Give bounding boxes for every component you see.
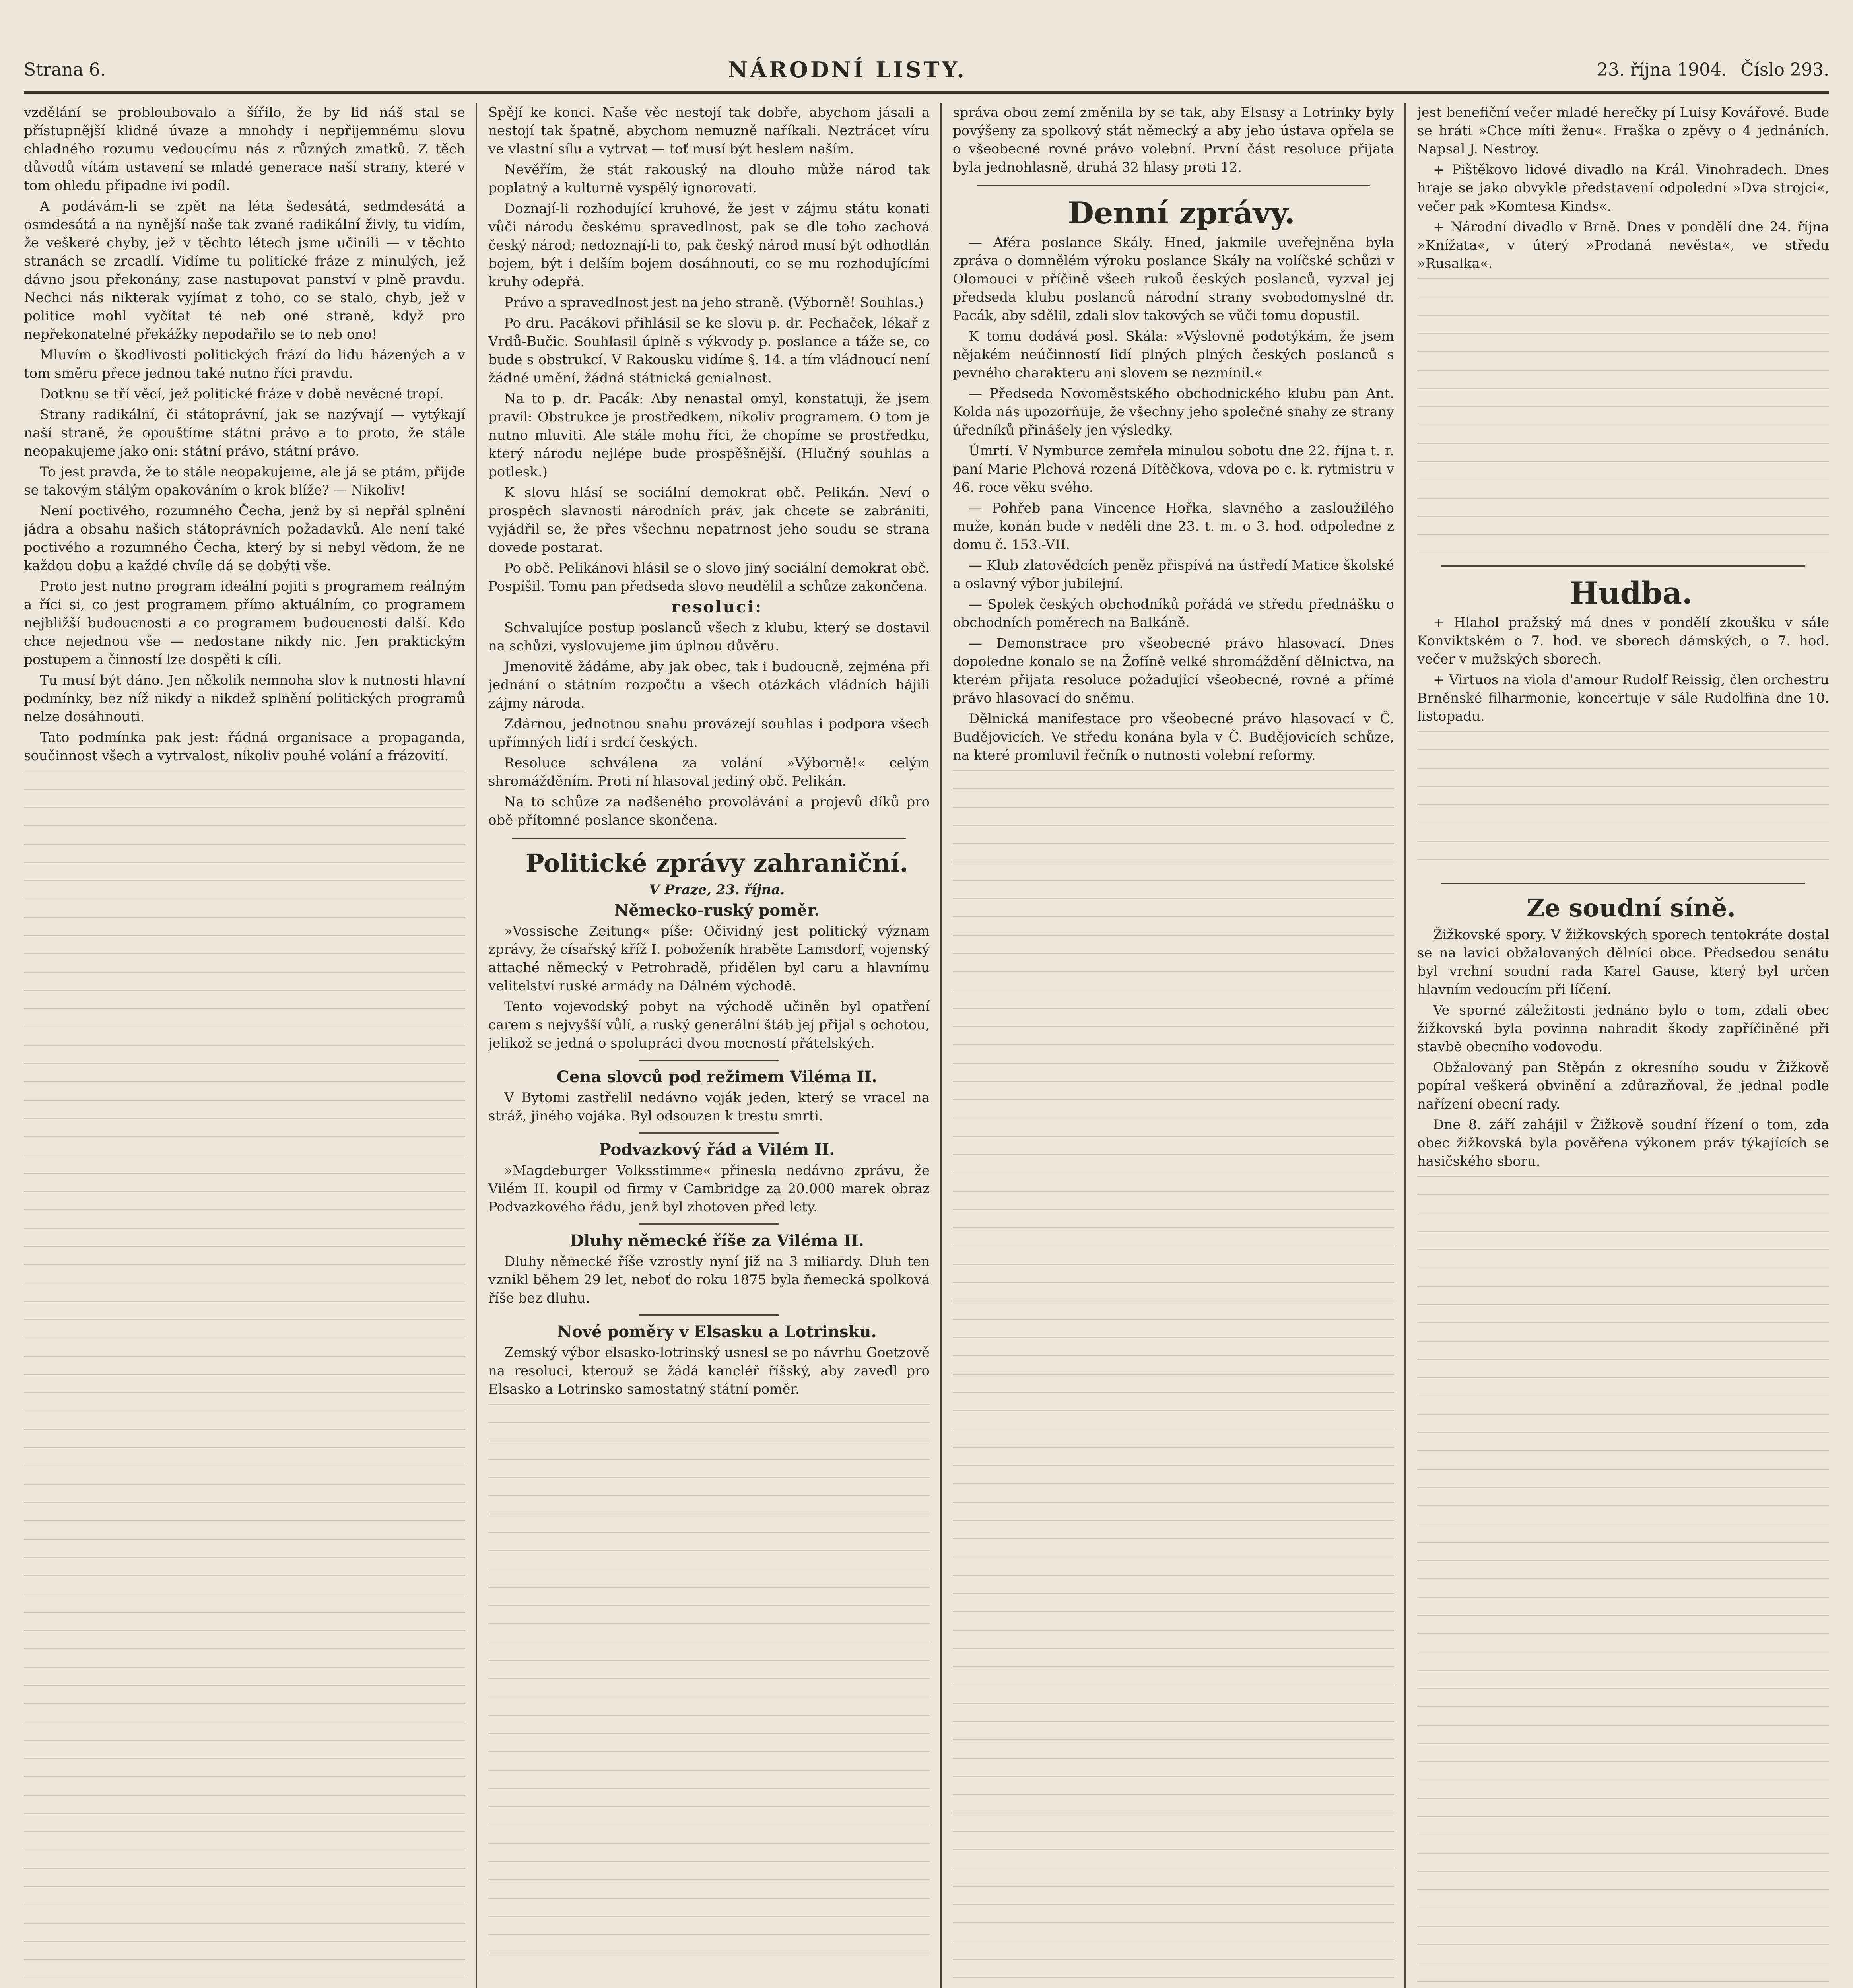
article-paragraph: Mluvím o škodlivosti politických frází do lidu házených a v tom směru přece jednou také nutno říci pravdu. [24,347,465,381]
article-paragraph: Tu musí být dáno. Jen několik nemnoha slov k nutnosti hlavní podmínky, bez níž nikdy a nikdež splnění politických programů nelze dosáhnouti. [24,672,465,725]
date-text: 23. října 1904. [1597,59,1727,80]
article-paragraph: Po obč. Pelikánovi hlásil se o slovo jiný sociální demokrat obč. Pospíšil. Tomu pan předseda slovo neudělil a schůze zakončena. [488,560,930,594]
item-divider [639,1060,779,1061]
news-item: jest benefiční večer mladé herečky pí Luisy Kovářové. Bude se hráti »Chce míti ženu«. Fraška o zpěvy o 4 jednáních. Napsal J. Nestroy. [1417,105,1829,157]
column-4 [1417,103,1829,1988]
news-item: Dělnická manifestace pro všeobecné právo hlasovací v Č. Budějovicích. Ve středu konána byla v Č. Budějovicích schůze, na které promluvil řečník o nutnosti volební reformy. [953,711,1394,763]
masthead-title: NÁRODNÍ LISTY. [728,57,967,82]
article-paragraph: Doznají-li rozhodující kruhové, že jest v zájmu státu konati vůči národu českému spravedlnost, pak se dle toho zachová český národ; nedoznají-li to, pak český národ musí být odhodlán bojem, být i delším bojem dosáhnouti, co se mu rozhodujícími kruhy odepřá. [488,201,930,290]
column-rule [476,103,477,1988]
article-paragraph: Spějí ke konci. Naše věc nestojí tak dobře, abychom jásali a nestojí tak špatně, abychom nemuzně naříkali. Neztrácet víru ve vlastní sílu a vytrvat — toť musí být heslem naším. [488,105,930,157]
news-item: — Klub zlatovědcích peněz přispívá na ústředí Matice školské a oslavný výbor jubilejní. [953,557,1394,592]
news-item: Žižkovské spory. V žižkovských sporech tentokráte dostal se na lavici obžalovaných dělníci obce. Předsedou senátu byl vrchní soudní rada Karel Gause, který byl určen hlavním vedoucím při líčení. [1417,927,1829,998]
article-paragraph: vzdělání se probloubovalo a šířilo, že by lid náš stal se přístupnější klidné úvaze a mnohdy i nepřijemnému slovu chladného rozumu vedoucímu nás z různých zmatků. Z těch důvodů vítám ustavení se mladé generace naší strany, které v tom ohledu připadne ivi podíl. [24,105,465,194]
section-divider [1441,883,1805,884]
article-paragraph: Jmenovitě žádáme, aby jak obec, tak i budoucně, zejména při jednání o státním rozpočtu a všech otázkách vládních hájili zájmy národa. [488,659,930,711]
article-paragraph: To jest pravda, že to stále neopakujeme, ale já se ptám, přijde se takovým stálým opakováním o krok blíže? — Nikoliv! [24,464,465,498]
article-paragraph: Zemský výbor elsasko-lotrinský usnesl se po návrhu Goetzově na resoluci, kterouž se žádá kancléř říšský, aby zavedl pro Elsasko a Lotrinsko samostatný státní poměr. [488,1345,930,1397]
news-item: — Pohřeb pana Vincence Hořka, slavného a zasloužilého muže, konán bude v neděli dne 23. t. m. o 3. hod. odpoledne z domu č. 153.-VII. [953,500,1394,553]
article-paragraph: Po dru. Pacákovi přihlásil se ke slovu p. dr. Pechaček, lékař z Vrdů-Bučic. Souhlasil úplně s výkvody p. poslance a táže se, co bude s obstrukcí. V Rakousku vidíme §. 14. a tím vládnoucí není žádné umění, žádná státnická genialnost. [488,315,930,386]
item-divider [639,1314,779,1316]
section-divider [1441,565,1805,567]
news-item: Obžalovaný pan Stěpán z okresního soudu v Žižkově popíral veškerá obvinění a zdůrazňoval, že jednal podle nařízení obecní rady. [1417,1060,1829,1112]
column-2 [488,103,930,1988]
news-item: Dne 8. září zahájil v Žižkově soudní řízení o tom, zda obec žižkovská byla pověřena výkonem práv týkajících se hasičského sboru. [1417,1117,1829,1169]
news-item: — Aféra poslance Skály. Hned, jakmile uveřejněna byla zpráva o domnělém výroku poslance Skály na volíčské schůzi v Olomouci v příčině všech rukoů českých poslanců, vyzval jej předseda klubu poslanců národní strany svobodomyslné dr. Pacák, aby sdělil, zdali slov takových se vůči tomu dopustil. [953,235,1394,324]
column-rule [940,103,942,1988]
article-paragraph: Na to schůze za nadšeného provolávání a projevů díků pro obě přítomné poslance skončena. [488,794,930,828]
page-number: Strana 6. [24,59,106,80]
article-paragraph: správa obou zemí změnila by se tak, aby Elsasy a Lotrinky byly povýšeny za spolkový stát německý a aby jeho ústava opřela se o všeobecné rovné právo volební. První část resoluce přijata byla jednohlasně, druhá 32 hlasy proti 12. [953,105,1394,175]
item-divider [639,1223,779,1225]
article-paragraph: Na to p. dr. Pacák: Aby nenastal omyl, konstatuji, že jsem pravil: Obstrukce je prostředkem, nikoliv programem. O tom je nutno mluviti. Ale stále mohu říci, že chopíme se prostředku, který národu nejlépe bude prospěšnější. (Hlučný souhlas a potlesk.) [488,391,930,480]
section-heading-court: Ze soudní síně. [1527,893,1736,922]
news-item: + Virtuos na viola d'amour Rudolf Reissig, člen orchestru Brněnské filharmonie, koncertuje v sále Rudolfina dne 10. listopadu. [1417,672,1829,724]
news-item: — Demonstrace pro všeobecné právo hlasovací. Dnes dopoledne konalo se na Žofíně velké shromáždění dělnictva, na kterém přijata resoluce požadující všeobecné, rovné a přímé právo hlasovací do sněmu. [953,635,1394,706]
text-continuation [24,771,465,1988]
item-divider [639,1132,779,1134]
article-paragraph: Není poctivého, rozumného Čecha, jenž by si nepřál splnění jádra a obsahu našich státoprávních požadavků. Ale není také poctivého a rozumného Čecha, který by si nebyl vědom, že ne každou dobu a každé chvíle dá se dobýti vše. [24,503,465,574]
column-rule [1404,103,1406,1988]
subheading: Cena slovců pod režimem Viléma II. [557,1068,877,1086]
column-1 [24,103,465,1988]
resolution-heading: resoluci: [671,598,763,616]
subheading: Dluhy německé říše za Viléma II. [570,1231,864,1250]
text-continuation [953,770,1394,1988]
issue-date [1589,60,1829,80]
article-paragraph: Tento vojevodský pobyt na východě učiněn byl opatření carem s nejvyšší vůlí, a ruský generální štáb jej přijal s ochotou, jelikož se jedná o spolupráci dvou mocností přátelských. [488,999,930,1051]
section-divider [512,838,906,839]
news-item: K tomu dodává posl. Skála: »Výslovně podotýkám, že jsem nějakém neúčinností lidí plných plných českých poslanců s pevného charakteru ani slovem se nezmínil.« [953,328,1394,381]
subheading: Podvazkový řád a Vilém II. [599,1140,835,1159]
article-paragraph: Resoluce schválena za volání »Výborně!« celým shromážděním. Proti ní hlasoval jediný obč. Pelikán. [488,755,930,789]
article-paragraph: »Magdeburger Volksstimme« přinesla nedávno zprávu, že Vilém II. koupil od firmy v Cambridge za 20.000 marek obraz Podvazkového řádu, jenž byl zhotoven před lety. [488,1163,930,1215]
news-item: — Předseda Novoměstského obchodnického klubu pan Ant. Kolda nás upozorňuje, že všechny jeho společné snahy ze strany úředníků přinášely jen výsledky. [953,386,1394,438]
article-paragraph: Dluhy německé říše vzrostly nyní již na 3 miliardy. Dluh ten vznikl během 29 let, neboť do roku 1875 byla ňemecká spolková říše bez dluhu. [488,1254,930,1306]
section-divider [977,185,1370,186]
text-continuation [1417,278,1829,557]
section-heading-music: Hudba. [1569,575,1693,611]
text-continuation [488,1404,930,1961]
subheading: Nové poměry v Elsasku a Lotrinsku. [557,1322,877,1341]
article-paragraph: Nevěřím, že stát rakouský na dlouho může národ tak poplatný a kulturně vyspělý ignorovati. [488,162,930,196]
subheading: Německo-ruský poměr. [614,901,820,920]
article-paragraph: Právo a spravedlnost jest na jeho straně. (Výborně! Souhlas.) [504,295,924,311]
article-paragraph: »Vossische Zeitung« píše: Očividný jest politický význam zprávy, že císařský kříž I. poboženík hraběte Lamsdorf, vojenský attaché německý v Petrohradě, přidělen byl caru a hlavnímu velitelství ruské armády na Dálném východě. [488,923,930,994]
article-paragraph: Dotknu se tří věcí, jež politické fráze v době nevěcné tropí. [40,386,444,402]
dateline: V Praze, 23. října. [649,882,785,898]
news-item: + Národní divadlo v Brně. Dnes v pondělí dne 24. října »Knížata«, v úterý »Prodaná nevěsta«, ve středu »Rusalka«. [1417,219,1829,272]
news-item: — Spolek českých obchodníků pořádá ve středu přednášku o obchodních poměrech na Balkáně. [953,596,1394,631]
issue-number: Číslo 293. [1740,59,1829,80]
article-paragraph: V Bytomi zastřelil nedávno voják jeden, který se vracel na stráž, jiného vojáka. Byl odsouzen k trestu smrti. [488,1090,930,1124]
article-paragraph: Proto jest nutno program ideální pojiti s programem reálným a říci si, co jest programem přímo aktuálním, co programem nejbližší budoucnosti a co programem budoucnosti další. Kdo chce nejednou vše — nedostane nikdy nic. Jen praktickým postupem a činností lze dospěti k cíli. [24,579,465,668]
section-heading-daily-news: Denní zprávy. [1068,195,1295,231]
article-paragraph: A podávám-li se zpět na léta šedesátá, sedmdesátá a osmdesátá a na nynější naše tak zvané radikální živly, tu vidím, že veškeré chyby, jež v těchto létech jsme učinili — v těchto stranách se zrcadlí. Vidíme tu politické fráze z minulých, jež dávno jsou překonány, zase nastupovat panství v plně pravdu. Nechci nás nikterak vyjímat z toho, co se stalo, chyb, jež v politice mohl vyčítat té neb oné straně, když pro nepřekonatelné překážky nepodařilo se to neb ono! [24,198,465,342]
section-heading-foreign-politics: Politické zprávy zahraniční. [525,848,909,878]
news-item: Ve sporné záležitosti jednáno bylo o tom, zdali obec žižkovská byla povinna nahradit škody zapříčiněné při stavbě obecního vodovodu. [1417,1002,1829,1055]
news-item: + Pištěkovo lidové divadlo na Král. Vinohradech. Dnes hraje se jako obvykle představení odpolední »Dva strojci«, večer pak »Komtesa Kinds«. [1417,162,1829,214]
article-paragraph: Schvalujíce postup poslanců všech z klubu, který se dostavil na schůzi, vyslovujeme jim úplnou důvěru. [488,620,930,654]
article-paragraph: Strany radikální, či státoprávní, jak se nazývají — vytýkají naší straně, že opouštíme státní právo a to proto, že stále neopakujeme jako oni: státní právo, státní právo. [24,407,465,459]
column-3 [953,103,1394,1988]
article-paragraph: Tato podmínka pak jest: řádná organisace a propaganda, součinnost všech a vytrvalost, nikoliv pouhé volání a frázovití. [24,730,465,764]
news-item: Úmrtí. V Nymburce zemřela minulou sobotu dne 22. října t. r. paní Marie Plchová rozená Dítěčkova, vdova po c. k. rytmistru v 46. roce věku svého. [953,443,1394,495]
text-continuation [1417,731,1829,874]
article-paragraph: Zdárnou, jednotnou snahu provázejí souhlas i podpora všech upřímných lidí i srdcí českých. [488,716,930,750]
page-header [24,48,1829,94]
text-continuation [1417,1176,1829,1988]
article-paragraph: K slovu hlásí se sociální demokrat obč. Pelikán. Neví o prospěch slavnosti národních práv, jak chcete se zabrániti, vyjádřil se, že přes všechnu nepatrnost jeho soudu se strana dovede postarat. [488,485,930,555]
news-item: + Hlahol pražský má dnes v pondělí zkoušku v sále Konviktském o 7. hod. ve sborech dámských, o 7. hod. večer v mužských sborech. [1417,615,1829,667]
